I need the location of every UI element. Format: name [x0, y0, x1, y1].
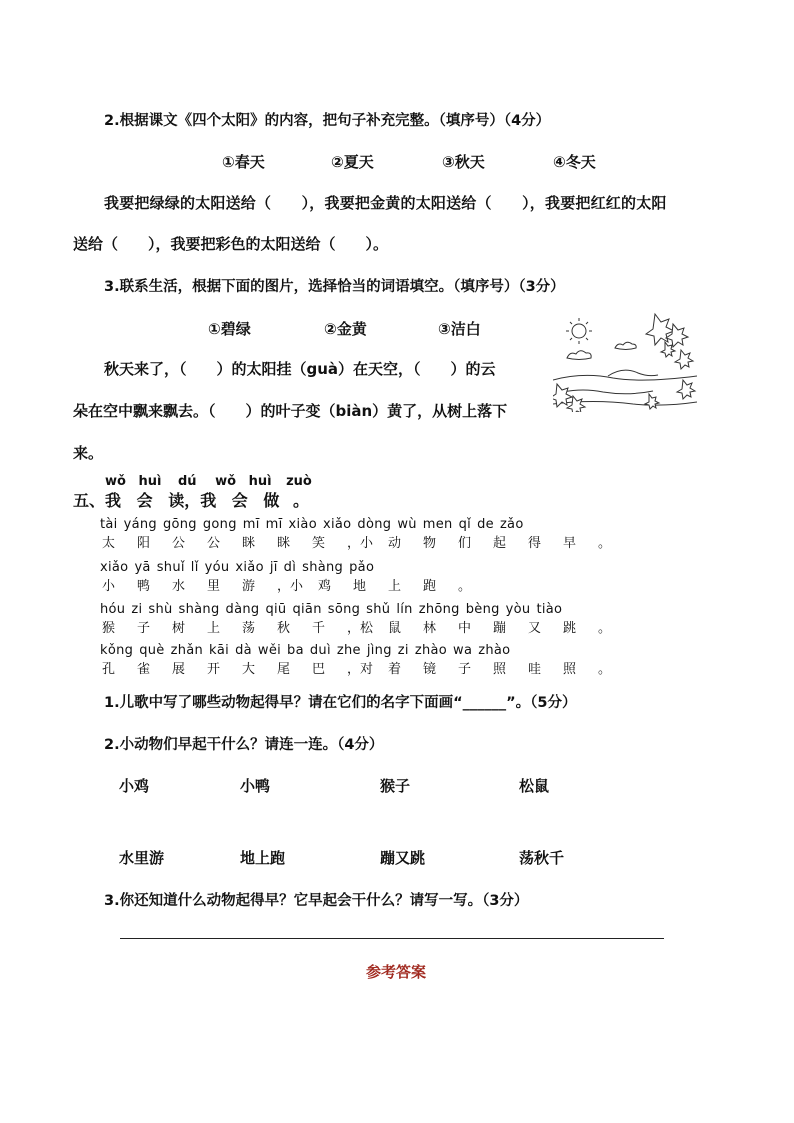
poem-character: 上	[388, 579, 402, 594]
pinyin-syllable: xiào	[288, 517, 317, 532]
pinyin-syllable: shuǐ	[156, 560, 185, 575]
pinyin-syllable: dòng	[357, 517, 392, 532]
pinyin-syllable: tài	[100, 517, 118, 532]
action-jump[interactable]: 蹦又跳	[380, 849, 426, 867]
maple-leaves-icon	[553, 314, 695, 412]
q2-option-4: ④冬天	[553, 153, 596, 171]
pinyin-syllable: gōng	[162, 517, 197, 532]
poem-character: 开	[207, 662, 221, 677]
pinyin-syllable: duì	[309, 643, 331, 658]
poem-character: 阳	[137, 536, 151, 551]
pinyin-syllable: zhào	[478, 643, 511, 658]
pinyin-syllable: yā	[134, 560, 151, 575]
pinyin-syllable: wěi	[257, 643, 282, 658]
poem-character: 树	[172, 621, 186, 636]
poem-character: 游	[242, 579, 256, 594]
pinyin-syllable: wa	[453, 643, 473, 658]
pinyin-syllable: xiǎo	[100, 560, 129, 575]
pinyin-syllable: qiān	[292, 602, 322, 617]
s5-q2: 2.小动物们早起干什么？请连一连。（4分）	[104, 737, 384, 753]
poem-pinyin-line	[100, 643, 516, 658]
action-swim[interactable]: 水里游	[119, 849, 165, 867]
poem-character: 太	[102, 536, 116, 551]
pinyin-syllable: wù	[397, 517, 417, 532]
pinyin-syllable: què	[139, 643, 165, 658]
pinyin-syllable: kāi	[209, 643, 230, 658]
pinyin-syllable: tiào	[536, 602, 563, 617]
poem-hanzi-line	[102, 658, 633, 677]
action-swing[interactable]: 荡秋千	[519, 849, 565, 867]
poem-character: 。	[458, 579, 472, 594]
pinyin-syllable: qǐ	[458, 517, 472, 532]
pinyin-syllable: yáng	[123, 517, 157, 532]
pinyin-syllable: men	[422, 517, 453, 532]
pinyin-syllable: shàng	[302, 560, 344, 575]
poem-character: 大	[242, 662, 256, 677]
pinyin-syllable: shàng	[178, 602, 220, 617]
pinyin-syllable: yòu	[505, 602, 531, 617]
pinyin-syllable: zhǎn	[170, 643, 204, 658]
q3-sentence-line-1: 秋天来了，（ ）的太阳挂（guà）在天空，（ ）的云	[104, 360, 496, 378]
poem-character: 动	[388, 536, 402, 551]
pinyin-syllable: dàng	[225, 602, 260, 617]
pinyin-syllable: lín	[396, 602, 413, 617]
poem-pinyin-line	[100, 602, 568, 617]
poem-character: 。	[598, 621, 612, 636]
sun-icon	[572, 324, 586, 338]
poem-character: 千	[312, 621, 326, 636]
poem-character: 照	[563, 662, 577, 677]
poem-character: 。	[598, 662, 612, 677]
answer-key-heading: 参考答案	[366, 963, 427, 981]
pinyin-syllable: dà	[235, 643, 252, 658]
poem-character: 秋	[277, 621, 291, 636]
sun-rays-icon	[566, 318, 592, 344]
poem-character: 里	[207, 579, 221, 594]
poem-character: 雀	[137, 662, 151, 677]
poem-character: 巴	[312, 662, 326, 677]
poem-character: 镜	[423, 662, 437, 677]
pinyin-syllable: shù	[148, 602, 173, 617]
poem-character: 展	[172, 662, 186, 677]
poem-character: 眯	[277, 536, 291, 551]
poem-character: 跑	[423, 579, 437, 594]
pinyin-syllable: dì	[283, 560, 297, 575]
pinyin-syllable: hóu	[100, 602, 126, 617]
poem-character: 小	[102, 579, 116, 594]
q2-sentence-line-1: 我要把绿绿的太阳送给（ ），我要把金黄的太阳送给（ ），我要把红红的太阳	[104, 194, 667, 212]
pinyin-syllable: jī	[269, 560, 278, 575]
autumn-scene-illustration	[553, 310, 697, 412]
poem-character: 孔	[102, 662, 116, 677]
q2-title: 2.根据课文《四个太阳》的内容，把句子补充完整。（填序号）（4分）	[104, 113, 551, 129]
poem-character: 起	[493, 536, 507, 551]
cloud-icon	[615, 342, 636, 349]
poem-pinyin-line	[100, 560, 380, 575]
poem-character: 蹦	[493, 621, 507, 636]
poem-character: 早	[563, 536, 577, 551]
pinyin-syllable: ba	[287, 643, 304, 658]
q3-title: 3.联系生活，根据下面的图片，选择恰当的词语填空。（填序号）（3分）	[104, 279, 565, 295]
poem-character: 鸭	[137, 579, 151, 594]
poem-character: 子	[458, 662, 472, 677]
animal-monkey[interactable]: 猴子	[380, 777, 411, 795]
section-5-title: 五、我 会 读，我 会 做 。	[73, 491, 309, 510]
poem-hanzi-line	[102, 617, 633, 636]
q3-sentence-line-2: 朵在空中飘来飘去。（ ）的叶子变（biàn）黄了，从树上落下	[73, 402, 508, 420]
pinyin-syllable: bèng	[465, 602, 500, 617]
animal-chick[interactable]: 小鸡	[119, 777, 150, 795]
poem-character: 中	[458, 621, 472, 636]
answer-writing-line[interactable]	[120, 938, 664, 939]
pinyin-syllable: zi	[397, 643, 409, 658]
poem-character: 地	[353, 579, 367, 594]
poem-character: 笑	[312, 536, 326, 551]
section-5-pinyin: wǒ huì dú wǒ huì zuò	[105, 474, 312, 489]
poem-character: 子	[137, 621, 151, 636]
poem-character: 公	[207, 536, 221, 551]
poem-character: ，对	[347, 662, 374, 677]
poem-pinyin-line	[100, 517, 530, 532]
pinyin-syllable: lǐ	[190, 560, 199, 575]
q3-sentence-line-3: 来。	[73, 444, 104, 462]
horizon-line	[553, 375, 697, 380]
q2-sentence-line-2: 送给（ ），我要把彩色的太阳送给（ ）。	[73, 235, 389, 253]
q3-option-2: ②金黄	[324, 320, 367, 338]
poem-character: 林	[423, 621, 437, 636]
pinyin-syllable: zhōng	[418, 602, 460, 617]
poem-character: 们	[458, 536, 472, 551]
q2-option-3: ③秋天	[442, 153, 485, 171]
poem-character: 哇	[528, 662, 542, 677]
pinyin-syllable: qiū	[265, 602, 287, 617]
poem-character: 物	[423, 536, 437, 551]
pinyin-syllable: kǒng	[100, 643, 134, 658]
poem-character: 公	[172, 536, 186, 551]
poem-character: 猴	[102, 621, 116, 636]
pinyin-syllable: zi	[131, 602, 143, 617]
pinyin-syllable: zhe	[336, 643, 361, 658]
poem-character: 着	[388, 662, 402, 677]
pinyin-syllable: mī	[242, 517, 260, 532]
hill-icon	[608, 370, 658, 376]
q3-option-3: ③洁白	[438, 320, 481, 338]
pinyin-syllable: mī	[265, 517, 283, 532]
poem-character: 又	[528, 621, 542, 636]
poem-character: 上	[207, 621, 221, 636]
poem-character: 眯	[242, 536, 256, 551]
poem-character: 。	[598, 536, 612, 551]
cloud-icon	[567, 351, 591, 360]
pinyin-syllable: jìng	[366, 643, 392, 658]
q2-option-2: ②夏天	[331, 153, 374, 171]
poem-character: 荡	[242, 621, 256, 636]
pinyin-syllable: zǎo	[499, 517, 524, 532]
pinyin-syllable: sōng	[327, 602, 361, 617]
pinyin-syllable: de	[477, 517, 494, 532]
pinyin-syllable: pǎo	[349, 560, 375, 575]
poem-character: 尾	[277, 662, 291, 677]
poem-hanzi-line	[102, 575, 493, 594]
s5-q1: 1.儿歌中写了哪些动物起得早？请在它们的名字下面画“______”。（5分）	[104, 695, 577, 711]
poem-character: ，小	[277, 579, 304, 594]
pinyin-syllable: gong	[202, 517, 237, 532]
pinyin-syllable: yóu	[204, 560, 230, 575]
s5-q3: 3.你还知道什么动物起得早？它早起会干什么？请写一写。（3分）	[104, 893, 529, 909]
q3-option-1: ①碧绿	[208, 320, 251, 338]
poem-hanzi-line	[102, 532, 633, 551]
pinyin-syllable: shǔ	[366, 602, 391, 617]
poem-character: 照	[493, 662, 507, 677]
action-run[interactable]: 地上跑	[240, 849, 286, 867]
poem-character: ，松	[347, 621, 374, 636]
pinyin-syllable: zhào	[414, 643, 448, 658]
poem-character: 跳	[563, 621, 577, 636]
poem-character: 鼠	[388, 621, 402, 636]
pinyin-syllable: xiǎo	[235, 560, 264, 575]
poem-character: 水	[172, 579, 186, 594]
poem-character: ，小	[347, 536, 374, 551]
q2-option-1: ①春天	[222, 153, 265, 171]
animal-duckling[interactable]: 小鸭	[240, 777, 271, 795]
animal-squirrel[interactable]: 松鼠	[519, 777, 550, 795]
poem-character: 鸡	[318, 579, 332, 594]
poem-character: 得	[528, 536, 542, 551]
pinyin-syllable: xiǎo	[322, 517, 352, 532]
